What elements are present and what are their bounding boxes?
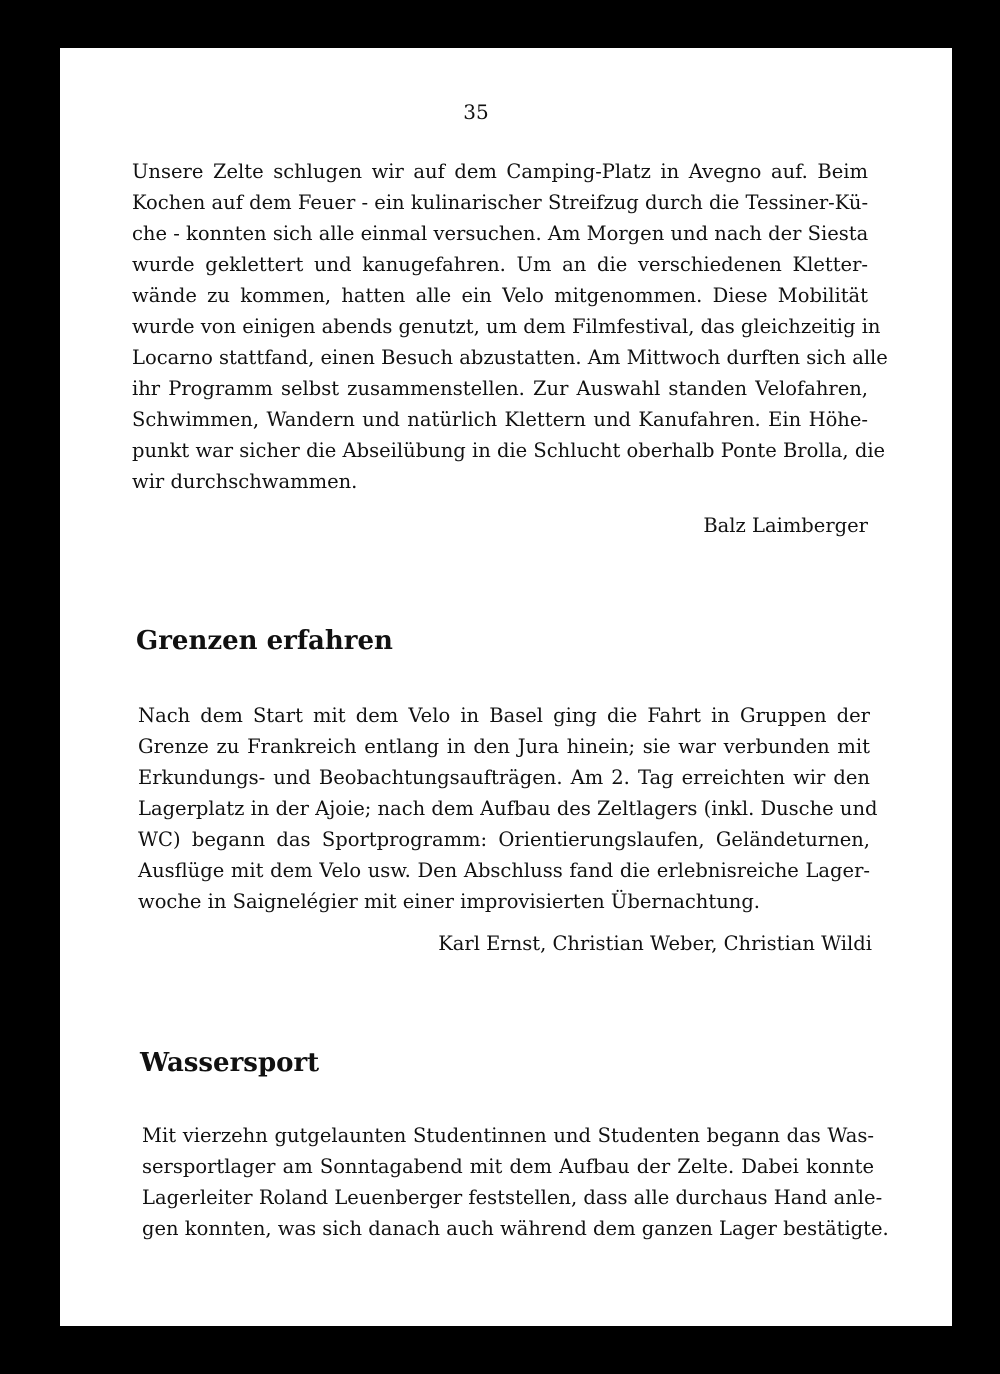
text-line: Unsere Zelte schlugen wir auf dem Camping-Platz in Avegno auf. Beim [132,160,868,183]
text-line: Lagerleiter Roland Leuenberger feststellen, dass alle durchaus Hand anle- [142,1186,883,1209]
text-line: Ausflüge mit dem Velo usw. Den Abschluss fand die erlebnisreiche Lager- [138,859,870,882]
text-line: Grenze zu Frankreich entlang in den Jura hinein; sie war verbunden mit [138,735,870,758]
text-line: gen konnten, was sich danach auch während dem ganzen Lager bestätigte. [142,1217,889,1240]
text-line: sersportlager am Sonntagabend mit dem Aufbau der Zelte. Dabei konnte [142,1155,874,1178]
text-line: Schwimmen, Wandern und natürlich Klettern und Kanufahren. Ein Höhe- [132,408,868,431]
text-line: ihr Programm selbst zusammenstellen. Zur Auswahl standen Velofahren, [132,377,868,400]
page-number: 35 [463,100,489,124]
text-line: wir durchschwammen. [132,470,358,493]
text-line: Erkundungs- und Beobachtungsaufträgen. Am 2. Tag erreichten wir den [138,766,870,789]
paragraph-camping [132,156,888,497]
signature-authors: Karl Ernst, Christian Weber, Christian Wildi [438,932,872,955]
text-line: wurde geklettert und kanugefahren. Um an die verschiedenen Kletter- [132,253,868,276]
text-line: Mit vierzehn gutgelaunten Studentinnen und Studenten begann das Was- [142,1124,874,1147]
text-line: che - konnten sich alle einmal versuchen. Am Morgen und nach der Siesta [132,222,869,245]
text-line: WC) begann das Sportprogramm: Orientierungslaufen, Geländeturnen, [138,828,870,851]
text-line: wände zu kommen, hatten alle ein Velo mitgenommen. Diese Mobilität [132,284,868,307]
text-line: woche in Saignelégier mit einer improvisierten Übernachtung. [138,890,761,913]
text-line: Nach dem Start mit dem Velo in Basel ging die Fahrt in Gruppen der [138,704,870,727]
section-heading: Wassersport [140,1048,320,1078]
paragraph-wassersport [142,1120,889,1244]
paragraph-grenzen [138,700,878,917]
text-line: Locarno stattfand, einen Besuch abzustatten. Am Mittwoch durften sich alle [132,346,888,369]
text-line: punkt war sicher die Abseilübung in die Schlucht oberhalb Ponte Brolla, die [132,439,886,462]
text-line: wurde von einigen abends genutzt, um dem Filmfestival, das gleichzeitig in [132,315,881,338]
document-page [60,48,952,1326]
section-heading: Grenzen erfahren [136,626,393,656]
signature-author: Balz Laimberger [703,514,868,537]
text-line: Lagerplatz in der Ajoie; nach dem Aufbau des Zeltlagers (inkl. Dusche und [138,797,878,820]
text-line: Kochen auf dem Feuer - ein kulinarischer Streifzug durch die Tessiner-Kü- [132,191,869,214]
